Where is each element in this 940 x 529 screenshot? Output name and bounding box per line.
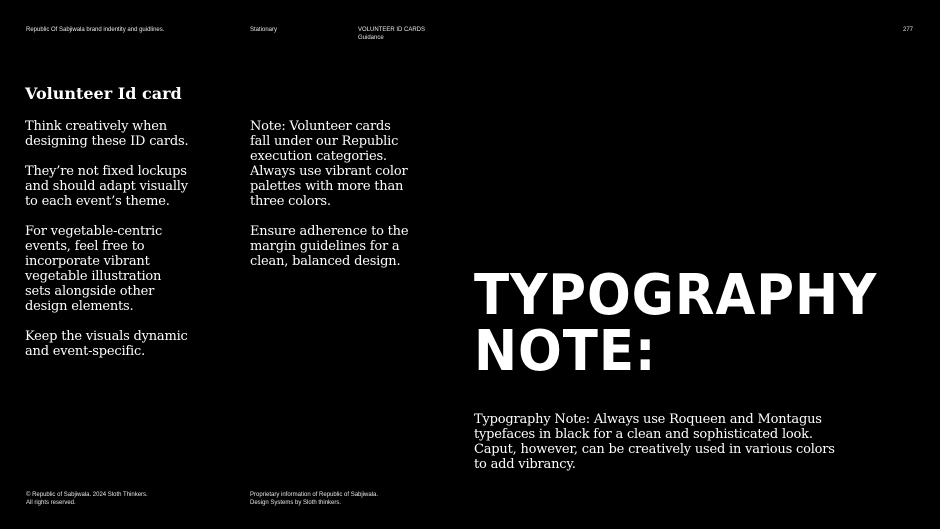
copyright-line: © Republic of Sabjiwala. 2024 Sloth Thinkers. <box>26 492 148 498</box>
page-number <box>903 26 913 34</box>
header-topic <box>358 26 425 42</box>
paragraph: They’re not fixed lockups and should adapt visually to each event’s theme. <box>25 164 188 209</box>
section-label: Stationary <box>250 27 278 33</box>
topic-sub-label: Guidance <box>358 35 384 41</box>
design-credit-line: Design Systems by Sloth thinkers. <box>250 500 342 506</box>
brand-line-text: Republic Of Sabjiwala brand indentity and guidlines. <box>26 27 165 33</box>
left-text-column <box>25 119 235 374</box>
paragraph: Think creatively when designing these ID cards. <box>25 119 189 149</box>
header-section <box>250 26 277 34</box>
right-text-column <box>250 119 460 284</box>
paragraph: Keep the visuals dynamic and event-specific. <box>25 329 188 359</box>
paragraph: Note: Volunteer cards fall under our Republic execution categories. Always use vibrant color palettes with more than three colors. <box>250 119 408 209</box>
page-title: Volunteer Id card <box>25 84 182 103</box>
typography-note-heading: TYPOGRAPHY NOTE: <box>474 263 878 384</box>
paragraph: For vegetable-centric events, feel free to incorporate vibrant vegetable illustration sets alongside other design elements. <box>25 224 163 314</box>
footer-copyright <box>26 491 148 507</box>
typography-note-body: Typography Note: Always use Roqueen and Montagus typefaces in black for a clean and sophisticated look. Caput, however, can be creatively used in various colors to add vibrancy. <box>474 412 835 472</box>
proprietary-line: Proprietary information of Republic of Sabjiwala. <box>250 492 379 498</box>
topic-label: VOLUNTEER ID CARDS <box>358 27 426 33</box>
paragraph: Ensure adherence to the margin guidelines for a clean, balanced design. <box>250 224 409 269</box>
header-brand-line <box>26 26 164 34</box>
footer-proprietary <box>250 491 378 507</box>
rights-line: All rights reserved. <box>26 500 76 506</box>
page-number-text: 277 <box>902 27 913 33</box>
